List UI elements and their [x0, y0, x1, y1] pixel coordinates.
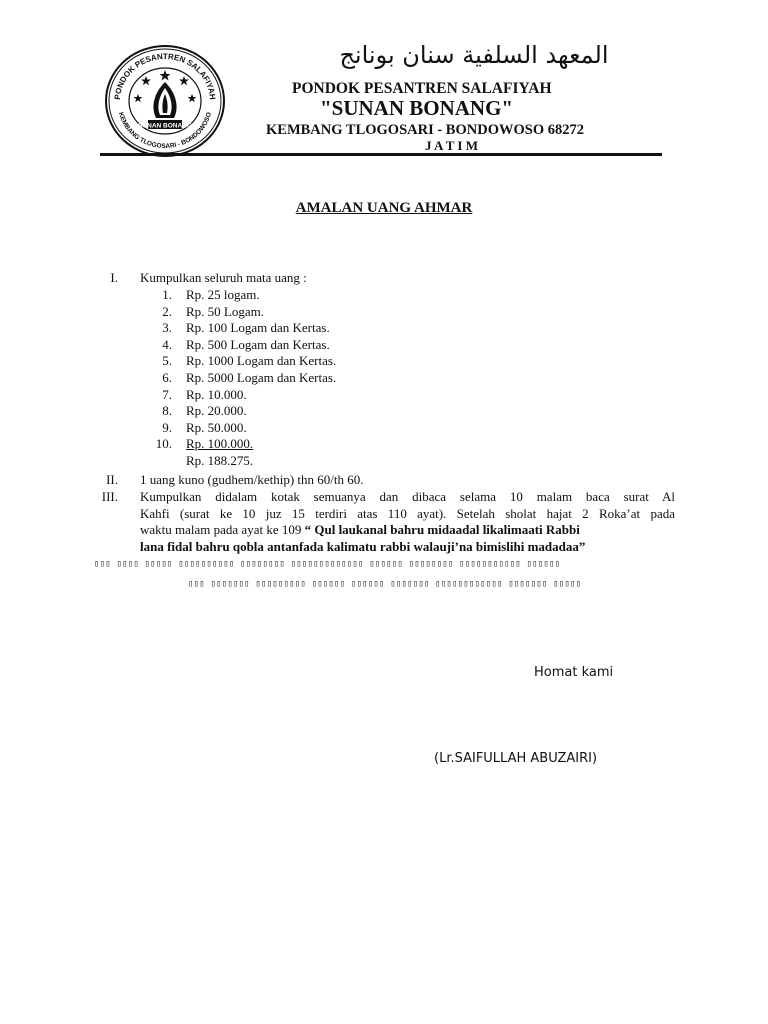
signatory-name: (Lr.SAIFULLAH ABUZAIRI)	[434, 751, 598, 766]
section-text-2: 1 uang kuno (gudhem/kethip) thn 60/th 60.	[140, 472, 364, 487]
section-3-quote-end: lana fidal bahru qobla antanfada kalimatu rabbi walauji’na bimislihi madadaa”	[140, 539, 586, 554]
list-total: Rp. 188.275.	[186, 452, 254, 468]
arabic-calligraphy: المعهد السلفية سنان بونانج	[339, 41, 609, 69]
section-3-line3	[140, 522, 675, 539]
section-3-line3-plain: waktu malam pada ayat ke 109	[140, 522, 305, 537]
org-name-line1: PONDOK PESANTREN SALAFIYAH	[292, 80, 552, 97]
section-3-line2: Kahfi (surat ke 10 juz 15 terdiri atas 110 ayat). Setelah sholat hajat 2 Roka’at pada	[140, 506, 675, 521]
org-address-line: KEMBANG TLOGOSARI - BONDOWOSO 68272	[266, 122, 584, 138]
list-item: 6. Rp. 5000 Logam dan Kertas.	[162, 369, 337, 385]
list-item: 5. Rp. 1000 Logam dan Kertas.	[162, 353, 337, 369]
letterhead	[0, 0, 768, 170]
list-item: 3. Rp. 100 Logam dan Kertas.	[162, 320, 330, 336]
section-numeral-1: I.	[110, 270, 118, 285]
garbled-arabic-line-1: ▯▯▯ ▯▯▯▯ ▯▯▯▯▯ ▯▯▯▯▯▯▯▯▯▯ ▯▯▯▯▯▯▯▯ ▯▯▯▯▯▯▯▯▯▯▯▯▯ ▯▯▯▯▯▯ ▯▯▯▯▯▯▯▯ ▯▯▯▯▯▯▯▯▯▯▯ ▯▯▯▯▯▯	[94, 559, 561, 569]
org-name-line2: "SUNAN BONANG"	[320, 96, 514, 120]
list-item: 9. Rp. 50.000.	[162, 419, 247, 435]
document-title: AMALAN UANG AHMAR	[295, 200, 473, 216]
section-numeral-3: III.	[101, 489, 118, 504]
garbled-arabic-line-2: ▯▯▯ ▯▯▯▯▯▯▯ ▯▯▯▯▯▯▯▯▯ ▯▯▯▯▯▯ ▯▯▯▯▯▯ ▯▯▯▯▯▯▯ ▯▯▯▯▯▯▯▯▯▯▯▯ ▯▯▯▯▯▯▯ ▯▯▯▯▯	[188, 579, 582, 589]
closing-salutation: Homat kami	[534, 665, 614, 680]
list-item: 8. Rp. 20.000.	[162, 403, 247, 419]
pesantren-seal-logo	[104, 44, 226, 158]
list-item: 2. Rp. 50 Logam.	[162, 303, 264, 319]
section-3-quote-start: “ Qul laukanal bahru midaadal likalimaati Rabbi	[304, 522, 580, 537]
section-text-1: Kumpulkan seluruh mata uang :	[140, 270, 307, 285]
seal-top-text: PONDOK PESANTREN SALAFIYAH	[112, 51, 218, 101]
list-item: 10. Rp. 100.000.	[155, 436, 254, 452]
org-region-line: J A T I M	[425, 138, 478, 153]
list-item: 1. Rp. 25 logam.	[162, 287, 260, 302]
seal-center-text: SUNAN BONANG	[138, 122, 192, 130]
list-item: 4. Rp. 500 Logam dan Kertas.	[162, 336, 330, 352]
list-item: 7. Rp. 10.000.	[162, 386, 247, 402]
currency-list	[150, 287, 450, 470]
letterhead-divider	[100, 153, 662, 156]
section-numeral-2: II.	[106, 472, 118, 487]
section-3-line1: Kumpulkan didalam kotak semuanya dan dibaca selama 10 malam baca surat Al	[140, 489, 675, 504]
seal-bottom-text: KEMBANG TLOGOSARI - BONDOWOSO	[116, 111, 214, 151]
